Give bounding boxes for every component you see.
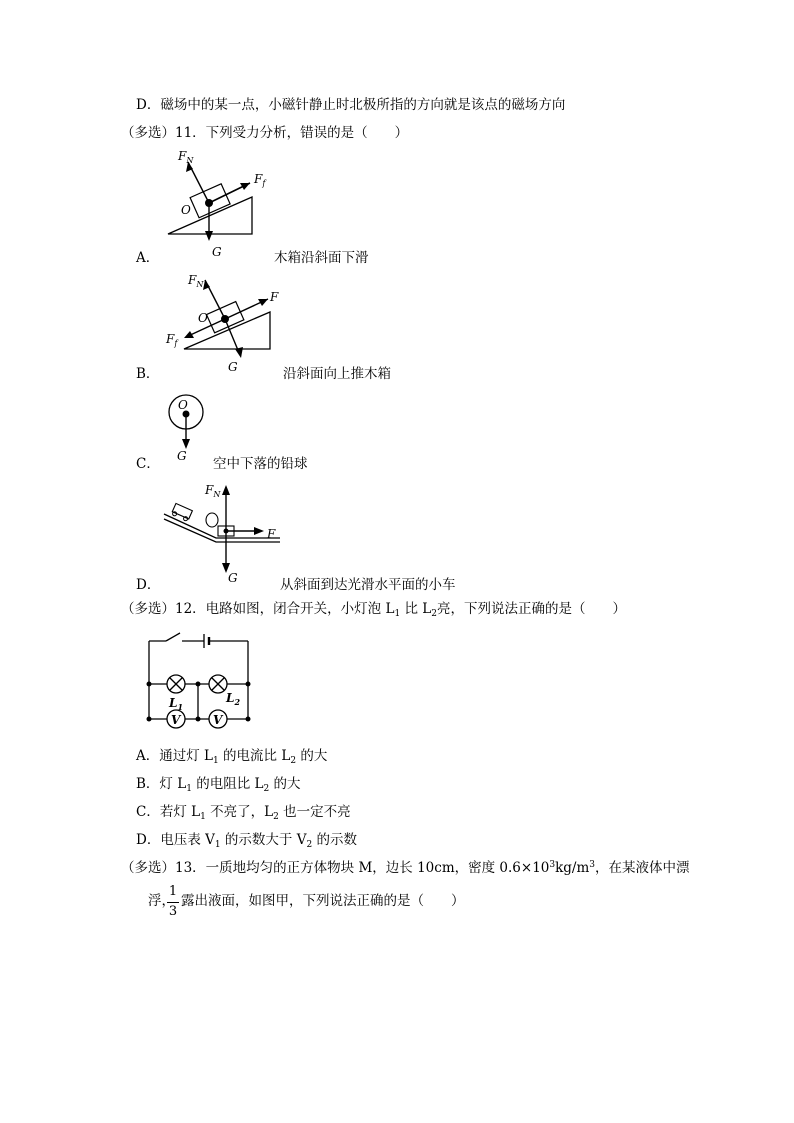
option-c-letter: C． — [136, 456, 160, 472]
option-c-caption: 空中下落的铅球 — [213, 456, 308, 472]
q13-stem-line1: （多选）13．一质地均匀的正方体物块 M，边长 10cm，密度 $0.6\times 10^3kg/m^3$，在某液体中漂 — [121, 860, 690, 876]
lamp-l2-label: $L_2$ — [226, 691, 241, 707]
fraction-denominator: 3 — [168, 904, 178, 919]
lamp-l1-label: $L_1$ — [169, 696, 184, 712]
o-label-a: O — [181, 203, 191, 217]
figure-b-box-pushed-up — [160, 272, 290, 372]
fn-label-d: $F_N$ — [205, 483, 221, 499]
option-a-caption: 木箱沿斜面下滑 — [274, 250, 369, 266]
q12-option-a: A．通过灯 $L_1$ 的电流比 $L_2$ 的大 — [136, 748, 328, 766]
voltmeter-v2-label: V — [213, 713, 223, 727]
ff-label-a: $F_f$ — [254, 172, 266, 188]
q12-option-c: C．若灯 $L_1$ 不亮了，$L_2$ 也一定不亮 — [136, 804, 351, 822]
q13-stem-line2-post: 露出液面，如图甲，下列说法正确的是（ ） — [181, 893, 465, 909]
voltmeter-v1-label: V — [171, 713, 181, 727]
q11-stem: （多选）11．下列受力分析，错误的是（ ） — [121, 125, 409, 141]
option-d-letter: D． — [136, 577, 161, 593]
q12-stem: （多选）12．电路如图，闭合开关，小灯泡 $L_1$ 比 $L_2$亮，下列说法正确的是（ ） — [121, 601, 626, 619]
option-a-letter: A． — [136, 250, 160, 266]
q12-option-d: D．电压表 $V_1$ 的示数大于 $V_2$ 的示数 — [136, 832, 357, 850]
g-label-d: G — [228, 571, 238, 585]
o-label-b: O — [198, 311, 208, 325]
f-label-d: F — [267, 527, 276, 541]
o-label-c: O — [178, 398, 188, 412]
g-label-b: G — [228, 360, 238, 374]
circuit-diagram — [140, 628, 270, 728]
option-d-caption: 从斜面到达光滑水平面的小车 — [280, 577, 456, 593]
figure-c-falling-ball — [164, 388, 204, 464]
figure-a-box-sliding-down — [160, 150, 290, 260]
option-b-letter: B． — [136, 366, 160, 382]
q10-option-d: D．磁场中的某一点，小磁针静止时北极所指的方向就是该点的磁场方向 — [136, 97, 566, 113]
fn-label-a: $F_N$ — [178, 149, 194, 165]
fn-label-b: $F_N$ — [188, 273, 204, 289]
option-b-caption: 沿斜面向上推木箱 — [283, 366, 391, 382]
g-label-a: G — [212, 245, 222, 259]
fraction-numerator: 1 — [168, 884, 178, 899]
q13-stem-line2-pre: 浮， — [148, 893, 175, 909]
ff-label-b: $F_f$ — [166, 332, 178, 348]
f-label-b: F — [270, 290, 279, 304]
figure-d-cart-on-ramp — [160, 478, 290, 584]
q12-option-b: B．灯 $L_1$ 的电阻比 $L_2$ 的大 — [136, 776, 301, 794]
fraction-bar — [167, 902, 179, 903]
g-label-c: G — [177, 449, 187, 463]
